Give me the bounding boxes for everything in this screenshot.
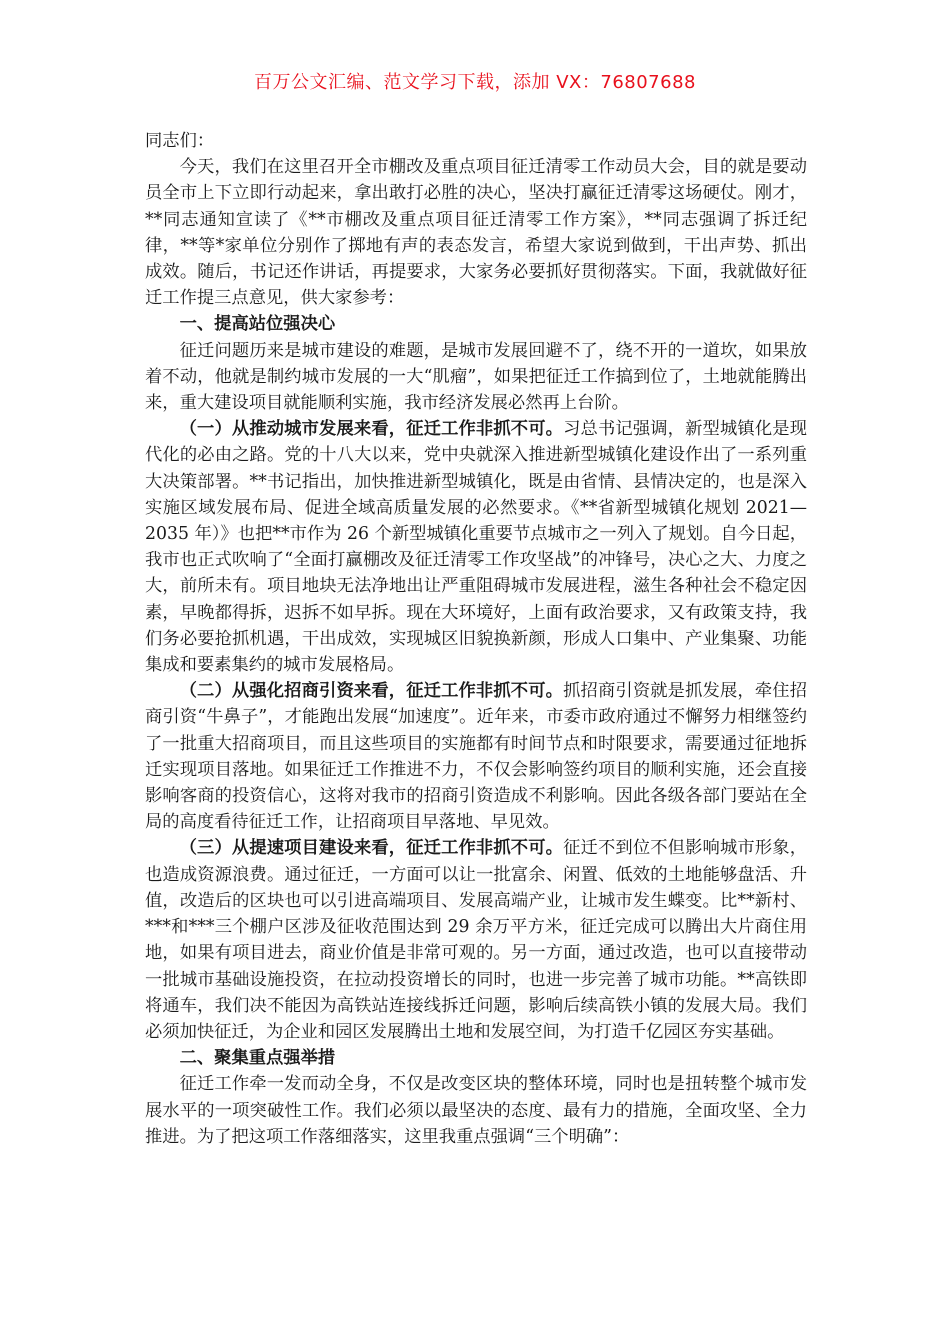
intro-paragraph: 今天，我们在这里召开全市棚改及重点项目征迁清零工作动员大会，目的就是要动员全市上下立即行动起来，拿出敢打必胜的决心，坚决打赢征迁清零这场硬仗。刚才，**同志通知宣读了《**市棚改及重点项目征迁清零工作方案》，**同志强调了拆迁纪律，**等*家单位分别作了掷地有声的表态发言，希望大家说到做到，干出声势、抓出成效。随后，书记还作讲话，再提要求，大家务必要抓好贯彻落实。下面，我就做好征迁工作提三点意见，供大家参考：	[145, 157, 807, 309]
section-1-point-2	[145, 678, 807, 835]
point-1-body: 习总书记强调，新型城镇化是现代化的必由之路。党的十八大以来，党中央就深入推进新型城镇化建设作出了一系列重大决策部署。**书记指出，加快推进新型城镇化，既是由省情、县情决定的，也是深入实施区域发展布局、促进全域高质量发展的必然要求。《**省新型城镇化规划 2021—2035 年）》也把**市作为 26 个新型城镇化重要节点城市之一列入了规划。自今日起，我市也正式吹响了“全面打赢棚改及征迁清零工作攻坚战”的冲锋号，决心之大、力度之大，前所未有。项目地块无法净地出让严重阻碍城市发展进程，滋生各种社会不稳定因素，早晚都得拆，迟拆不如早拆。现在大环境好，上面有政治要求，又有政策支持，我们务必要抢抓机遇，干出成效，实现城区旧貌换新颜，形成人口集中、产业集聚、功能集成和要素集约的城市发展格局。	[145, 419, 807, 676]
point-2-lead: （二）从强化招商引资来看，征迁工作非抓不可。	[179, 681, 564, 702]
watermark-header: 百万公文汇编、范文学习下载，添加 VX：76807688	[254, 72, 696, 93]
point-1-lead: （一）从推动城市发展来看，征迁工作非抓不可。	[179, 419, 564, 440]
point-2-body: 抓招商引资就是抓发展，牵住招商引资“牛鼻子”，才能跑出发展“加速度”。近年来，市委市政府通过不懈努力相继签约了一批重大招商项目，而且这些项目的实施都有时间节点和时限要求，需要通过征地拆迁实现项目落地。如果征迁工作推进不力，不仅会影响签约项目的顺利实施，还会直接影响客商的投资信心，这将对我市的招商引资造成不利影响。因此各级各部门要站在全局的高度看待征迁工作，让招商项目早落地、早见效。	[145, 681, 807, 833]
point-3-lead: （三）从提速项目建设来看，征迁工作非抓不可。	[179, 838, 564, 859]
salutation: 同志们：	[145, 131, 215, 151]
section-2-intro: 征迁工作牵一发而动全身，不仅是改变区块的整体环境，同时也是扭转整个城市发展水平的一项突破性工作。我们必须以最坚决的态度、最有力的措施，全面攻坚、全力推进。为了把这项工作落细落实，这里我重点强调“三个明确”：	[145, 1074, 807, 1147]
section-1-intro: 征迁问题历来是城市建设的难题，是城市发展回避不了，绕不开的一道坎，如果放着不动，他就是制约城市发展的一大“肌瘤”，如果把征迁工作搞到位了，土地就能腾出来，重大建设项目就能顺利实施，我市经济发展必然再上台阶。	[145, 340, 807, 414]
section-1-title: 一、提高站位强决心	[179, 314, 336, 335]
point-3-body: 征迁不到位不但影响城市形象，也造成资源浪费。通过征迁，一方面可以让一批富余、闲置、低效的土地能够盘活、升值，改造后的区块也可以引进高端项目、发展高端产业，让城市发生蝶变。比**新村、***和***三个棚户区涉及征收范围达到 29 余万平方米，征迁完成可以腾出大片商住用地，如果有项目进去，商业价值是非常可观的。另一方面，通过改造，也可以直接带动一批城市基础设施投资，在拉动投资增长的同时，也进一步完善了城市功能。**高铁即将通车，我们决不能因为高铁站连接线拆迁问题，影响后续高铁小镇的发展大局。我们必须加快征迁，为企业和园区发展腾出土地和发展空间，为打造千亿园区夯实基础。	[145, 838, 807, 1042]
section-1-point-1	[145, 416, 807, 678]
section-1-point-3	[145, 835, 807, 1045]
section-2-title: 二、聚集重点强举措	[179, 1048, 336, 1069]
document-body	[145, 128, 807, 1150]
